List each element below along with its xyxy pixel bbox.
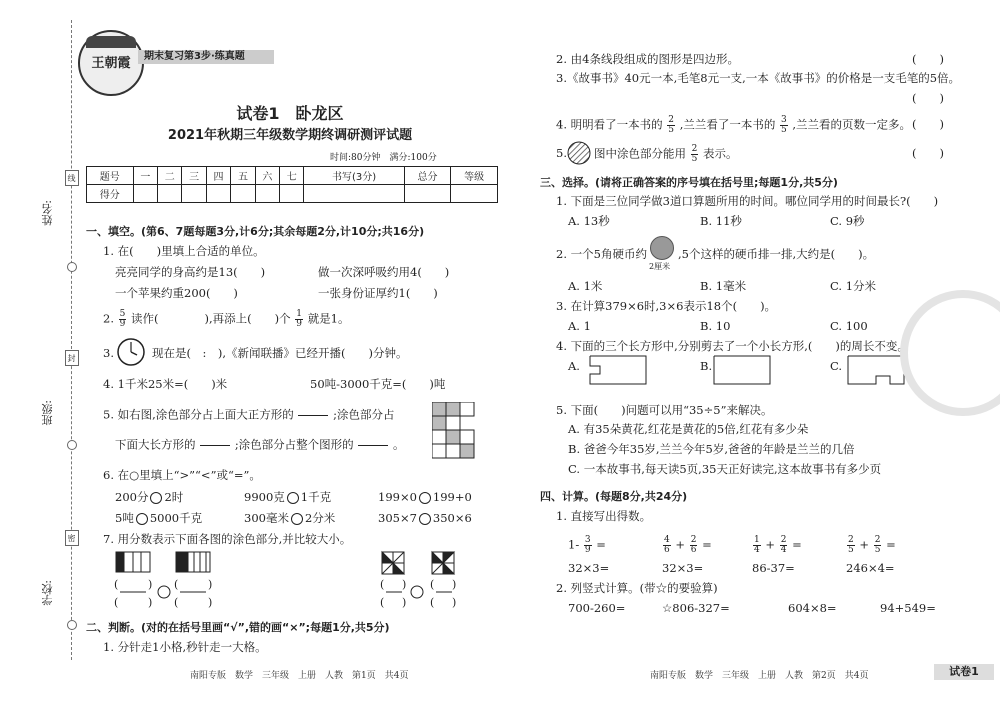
- score-header: 一: [133, 167, 157, 185]
- side-badge: 封: [65, 350, 79, 366]
- j3-text: 3.《故事书》40元一本,毛笔8元一支,一本《故事书》的价格是一支毛笔的5倍。: [556, 71, 961, 85]
- q6-item: 5000千克: [149, 511, 203, 525]
- c3-opt: C. 100: [830, 319, 868, 333]
- q1-text: 1. 在( )里填上合适的单位。: [103, 244, 265, 258]
- answer-paren[interactable]: ( ): [912, 91, 944, 105]
- c2-opt: B. 1毫米: [700, 279, 747, 293]
- q6-row1: [115, 489, 183, 505]
- q6-item: 1千克: [300, 490, 332, 504]
- fraction: $\frac{2}{5}$: [874, 535, 881, 555]
- q2-text: 读作( ),再添上( )个: [131, 311, 291, 326]
- denominator: 5: [781, 125, 787, 135]
- q3-num: 3.: [103, 346, 114, 360]
- c4-opt: B.: [700, 359, 713, 373]
- score-cell[interactable]: [280, 185, 304, 203]
- svg-text:): ): [402, 578, 407, 591]
- calc-item: 32×3=: [662, 561, 704, 575]
- j5-line: [594, 145, 738, 164]
- q1b: 做一次深呼吸约用4( ): [318, 265, 450, 279]
- fraction: $\frac{2}{4}$: [780, 535, 787, 555]
- score-cell[interactable]: [182, 185, 206, 203]
- denominator: 9: [119, 319, 126, 329]
- q7-figures: [114, 550, 494, 612]
- score-header: 等级: [451, 167, 498, 185]
- calc-item: 32×3=: [568, 561, 610, 575]
- j5-mid: 图中涂色部分能用: [594, 146, 686, 161]
- name-label: 姓名:: [41, 200, 54, 226]
- fraction: $\frac{4}{6}$: [664, 535, 670, 555]
- fraction: [119, 310, 127, 329]
- section-4-title: 四、计算。(每题8分,共24分): [540, 490, 688, 503]
- k2-text: 2. 列竖式计算。(带☆的要验算): [556, 581, 718, 595]
- svg-text:): ): [452, 596, 457, 609]
- coin-label: 2厘米: [649, 262, 671, 271]
- blank-fraction[interactable]: [358, 436, 388, 455]
- answer-paren[interactable]: ( ): [912, 52, 944, 66]
- c4-opt: A.: [568, 359, 580, 373]
- q6-item: 350×6: [432, 511, 472, 525]
- score-header-row: [87, 167, 498, 185]
- calc-part: =: [886, 537, 896, 552]
- q1d: 一张身份证厚约1( ): [318, 286, 438, 300]
- score-row-label: 得分: [87, 185, 134, 203]
- q4b: 50吨-3000千克=( )吨: [310, 377, 446, 391]
- q5-line1: [103, 406, 394, 425]
- q2-num: 2.: [103, 311, 114, 326]
- grid-figure: [432, 402, 488, 468]
- score-header: 二: [158, 167, 182, 185]
- q5b: ;涂色部分占: [333, 407, 395, 422]
- numerator: 5: [119, 309, 126, 319]
- c5-opt: C. 一本故事书,每天读5页,35天正好读完,这本故事书有多少页: [568, 462, 882, 476]
- q6-row2b: [244, 510, 335, 526]
- paper-title: 试卷1 卧龙区: [236, 104, 344, 123]
- paper-subtitle: 2021年秋期三年级数学期终调研测评试题: [167, 128, 413, 143]
- svg-text:): ): [148, 596, 153, 609]
- q2-line: [103, 310, 350, 329]
- q6-text: 6. 在○里填上“>”“<”或“=”。: [103, 468, 261, 482]
- svg-text:(: (: [380, 578, 385, 591]
- q6-item: 2分米: [304, 511, 336, 525]
- calc-part: =: [702, 537, 712, 552]
- score-cell[interactable]: [231, 185, 255, 203]
- q6-row2: [115, 510, 202, 526]
- rectangle-figure-a: [588, 354, 648, 386]
- score-header: 总分: [404, 167, 451, 185]
- q6-row1c: [378, 489, 472, 505]
- q6-row2c: [378, 510, 472, 526]
- q6-item: 199+0: [432, 490, 472, 504]
- rectangle-figure-b: [712, 354, 772, 386]
- answer-paren[interactable]: ( ): [912, 117, 944, 131]
- fraction: $\frac{1}{4}$: [754, 535, 760, 555]
- c5-opt: B. 爸爸今年35岁,兰兰今年5岁,爸爸的年龄是兰兰的几倍: [568, 442, 855, 456]
- c3-text: 3. 在计算379×6时,3×6表示18个( )。: [556, 299, 777, 313]
- step-label: 期末复习第3步·练真题: [144, 51, 245, 62]
- compare-circle[interactable]: [136, 513, 148, 525]
- c2-opt: A. 1米: [568, 279, 603, 293]
- calc-item: [752, 536, 802, 555]
- svg-text:(: (: [114, 578, 119, 591]
- c2-opt: C. 1分米: [830, 279, 877, 293]
- q6-item: 2时: [164, 490, 184, 504]
- svg-text:(: (: [430, 578, 435, 591]
- compare-circle[interactable]: [291, 513, 303, 525]
- calc-part: +: [765, 537, 776, 552]
- coin-icon: [650, 236, 674, 260]
- svg-text:(: (: [380, 596, 385, 609]
- logo: [78, 30, 144, 96]
- step-banner: [138, 50, 274, 64]
- school-label: 学校:: [41, 580, 54, 606]
- crown-icon: [86, 36, 136, 48]
- page-footer-right: 南阳专版 数学 三年级 上册 人教 第2页 共4页: [650, 671, 869, 681]
- score-header: 三: [182, 167, 206, 185]
- score-cell[interactable]: [133, 185, 157, 203]
- q5d: ;涂色部分占整个图形的: [234, 437, 354, 452]
- c5-opt: A. 有35朵黄花,红花是黄花的5倍,红花有多少朵: [568, 422, 809, 436]
- section-3-title: 三、选择。(请将正确答案的序号填在括号里;每题1分,共5分): [540, 176, 838, 189]
- blank-fraction[interactable]: [298, 406, 328, 425]
- j5-num: 5.: [556, 146, 567, 160]
- j1-text: 1. 分针走1小格,秒针走一大格。: [103, 640, 267, 654]
- svg-text:(: (: [114, 596, 119, 609]
- c2-post: ,5个这样的硬币排一排,大约是( )。: [678, 247, 875, 261]
- j4-pre: 4. 明明看了一本书的: [556, 117, 663, 132]
- j5-post: 表示。: [703, 146, 738, 161]
- vertical-calc: 94+549=: [880, 601, 936, 615]
- calc-part: 1-: [568, 537, 580, 552]
- compare-circle[interactable]: [287, 492, 299, 504]
- q3-text: 现在是( : ),《新闻联播》已经开播( )分钟。: [152, 346, 408, 360]
- compare-circle[interactable]: [150, 492, 162, 504]
- j4-line: [556, 116, 911, 135]
- calc-part: +: [675, 537, 686, 552]
- score-row: [87, 185, 498, 203]
- c4-opt: C.: [830, 359, 843, 373]
- side-badge: 线: [65, 170, 79, 186]
- score-cell[interactable]: [206, 185, 230, 203]
- q4a: 4. 1千米25米=( )米: [103, 377, 228, 391]
- score-header: 书写(3分): [304, 167, 404, 185]
- c1-opt: A. 13秒: [568, 214, 610, 228]
- score-header: 六: [255, 167, 279, 185]
- q6-item: 199×0: [378, 490, 417, 504]
- q6-item: 9900克: [244, 490, 285, 504]
- class-label: 班级:: [41, 400, 54, 426]
- c4-text: 4. 下面的三个长方形中,分别剪去了一个小长方形,( )的周长不变。: [556, 339, 909, 353]
- numerator: 2: [691, 144, 698, 154]
- q5e: 。: [393, 437, 405, 452]
- score-header: 题号: [87, 167, 134, 185]
- seal-watermark: [900, 290, 1000, 416]
- exam-meta: 时间:80分钟 满分:100分: [330, 153, 437, 163]
- cut-line: [71, 20, 72, 660]
- fraction: [691, 145, 699, 164]
- compare-circle[interactable]: [419, 492, 431, 504]
- svg-text:): ): [402, 596, 407, 609]
- numerator: 2: [668, 115, 675, 125]
- fraction: [295, 310, 303, 329]
- hole-dot: [67, 620, 77, 630]
- score-cell[interactable]: [255, 185, 279, 203]
- c1-opt: B. 11秒: [700, 214, 742, 228]
- answer-paren[interactable]: ( ): [912, 146, 944, 160]
- score-cell[interactable]: [158, 185, 182, 203]
- c3-opt: B. 10: [700, 319, 731, 333]
- c2-pre: 2. 一个5角硬币约: [556, 247, 647, 261]
- c1-opt: C. 9秒: [830, 214, 865, 228]
- calc-part: +: [859, 537, 870, 552]
- side-badge: 密: [65, 530, 79, 546]
- svg-text:(: (: [174, 578, 179, 591]
- fraction: $\frac{2}{6}$: [690, 535, 697, 555]
- score-cell[interactable]: [451, 185, 498, 203]
- score-header: 四: [206, 167, 230, 185]
- fraction: [780, 116, 788, 135]
- calc-part: =: [596, 537, 606, 552]
- numerator: 1: [296, 309, 303, 319]
- q6-row1b: [244, 489, 331, 505]
- rectangle-figure-c: [846, 354, 906, 386]
- c1-text: 1. 下面是三位同学做3道口算题所用的时间。哪位同学用的时间最长?( ): [556, 194, 939, 208]
- numerator: 3: [781, 115, 787, 125]
- section-1-title: 一、填空。(第6、7题每题3分,计6分;其余每题2分,计10分;共16分): [86, 225, 425, 238]
- hole-dot: [67, 262, 77, 272]
- q1c: 一个苹果约重200( ): [115, 286, 238, 300]
- hole-dot: [67, 440, 77, 450]
- calc-item: [568, 536, 606, 555]
- svg-text:): ): [208, 596, 213, 609]
- q3-line: [103, 345, 114, 361]
- q5-line2: [115, 436, 405, 455]
- q5a: 5. 如右图,涂色部分占上面大正方形的: [103, 407, 294, 422]
- svg-text:(: (: [174, 596, 179, 609]
- k1-text: 1. 直接写出得数。: [556, 509, 652, 523]
- vertical-calc: 604×8=: [788, 601, 837, 615]
- q6-item: 305×7: [378, 511, 417, 525]
- svg-text:(: (: [430, 596, 435, 609]
- vertical-calc: ☆806-327=: [662, 601, 730, 615]
- calc-item: 246×4=: [846, 561, 895, 575]
- compare-circle[interactable]: [419, 513, 431, 525]
- blank-fraction[interactable]: [200, 436, 230, 455]
- fraction: $\frac{3}{9}$: [584, 535, 591, 555]
- page-footer-left: 南阳专版 数学 三年级 上册 人教 第1页 共4页: [190, 671, 409, 681]
- section-2-title: 二、判断。(对的在括号里画“√”,错的画“×”;每题1分,共5分): [86, 621, 390, 634]
- calc-item: [662, 536, 712, 555]
- vertical-calc: 700-260=: [568, 601, 626, 615]
- q2-end: 就是1。: [307, 311, 350, 326]
- score-header: 五: [231, 167, 255, 185]
- q6-item: 300毫米: [244, 511, 289, 525]
- paper-tag: 试卷1: [934, 664, 994, 680]
- fraction: $\frac{2}{5}$: [848, 535, 854, 555]
- q7-text: 7. 用分数表示下面各图的涂色部分,并比较大小。: [103, 532, 352, 546]
- logo-text: 王朝霞: [91, 56, 131, 71]
- c3-opt: A. 1: [568, 319, 591, 333]
- score-table: [86, 166, 498, 203]
- j4-post: ,兰兰看的页数一定多。: [792, 117, 912, 132]
- q1a: 亮亮同学的身高约是13( ): [115, 265, 266, 279]
- denominator: 9: [296, 319, 303, 329]
- j2-text: 2. 由4条线段组成的图形是四边形。: [556, 52, 739, 66]
- q6-item: 200分: [115, 490, 149, 504]
- score-cell[interactable]: [304, 185, 404, 203]
- score-header: 七: [280, 167, 304, 185]
- calc-item: [846, 536, 896, 555]
- svg-text:): ): [452, 578, 457, 591]
- shaded-circle-icon: [566, 140, 592, 166]
- c5-text: 5. 下面( )问题可以用“35÷5”来解决。: [556, 403, 773, 417]
- j4-mid: ,兰兰看了一本书的: [679, 117, 776, 132]
- svg-text:): ): [208, 578, 213, 591]
- fraction: [667, 116, 675, 135]
- q6-item: 5吨: [115, 511, 134, 525]
- calc-part: =: [792, 537, 802, 552]
- binding-strip: [12, 0, 82, 708]
- clock-icon: [116, 337, 146, 367]
- denominator: 5: [668, 125, 675, 135]
- denominator: 5: [691, 154, 698, 164]
- svg-text:): ): [148, 578, 153, 591]
- score-cell[interactable]: [404, 185, 451, 203]
- calc-item: 86-37=: [752, 561, 795, 575]
- q5c: 下面大长方形的: [115, 437, 196, 452]
